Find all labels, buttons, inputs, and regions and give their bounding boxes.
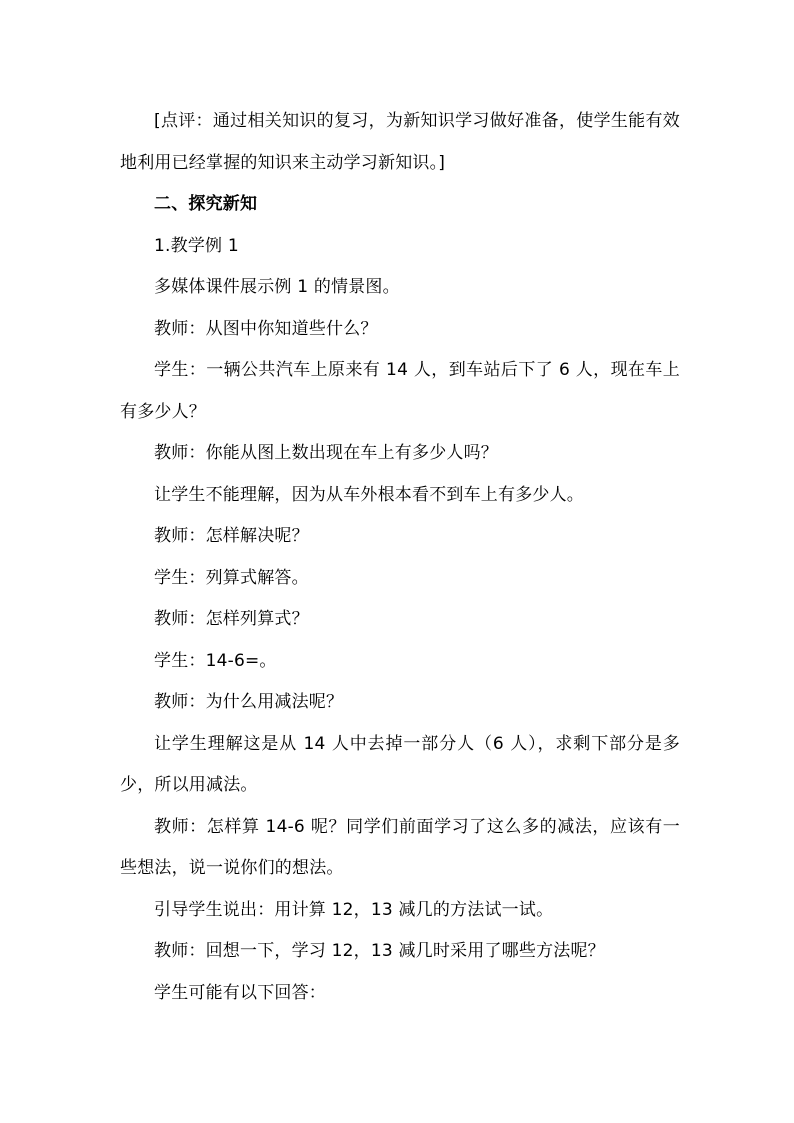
paragraph: 引导学生说出：用计算 12，13 减几的方法试一试。	[154, 899, 554, 920]
teacher-line: 教师：怎样解决呢？	[154, 526, 309, 546]
student-line: 学生：14-6=。	[154, 650, 277, 671]
document-body	[120, 101, 680, 1014]
student-line: 学生：一辆公共汽车上原来有 14 人，到车站后下了 6 人，现在车上有多少人？	[120, 360, 680, 422]
teacher-line: 教师：为什么用减法呢？	[154, 692, 344, 712]
subsection-heading: 1.教学例 1	[154, 235, 239, 256]
teacher-line: 教师：你能从图上数出现在车上有多少人吗？	[154, 443, 498, 463]
paragraph: 让学生不能理解，因为从车外根本看不到车上有多少人。	[154, 484, 584, 505]
student-line: 学生可能有以下回答：	[154, 982, 326, 1003]
teacher-line: 教师：从图中你知道些什么？	[154, 318, 378, 339]
paragraph: 让学生理解这是从 14 人中去掉一部分人（6 人），求剩下部分是多少，所以用减法。	[120, 733, 680, 795]
teacher-line: 教师：回想一下，学习 12，13 减几时采用了哪些方法呢？	[154, 941, 605, 961]
teacher-line: 教师：怎样算 14-6 呢？同学们前面学习了这么多的减法，应该有一些想法，说一说你们的想法。	[120, 816, 680, 878]
teacher-line: 教师：怎样列算式？	[154, 609, 309, 629]
section-heading: 二、探究新知	[154, 194, 258, 214]
review-comment-paragraph: [点评：通过相关知识的复习，为新知识学习做好准备，使学生能有效地利用已经掌握的知识来主动学习新知识。]	[120, 111, 680, 173]
student-line: 学生：列算式解答。	[154, 567, 309, 588]
paragraph: 多媒体课件展示例 1 的情景图。	[154, 277, 400, 297]
